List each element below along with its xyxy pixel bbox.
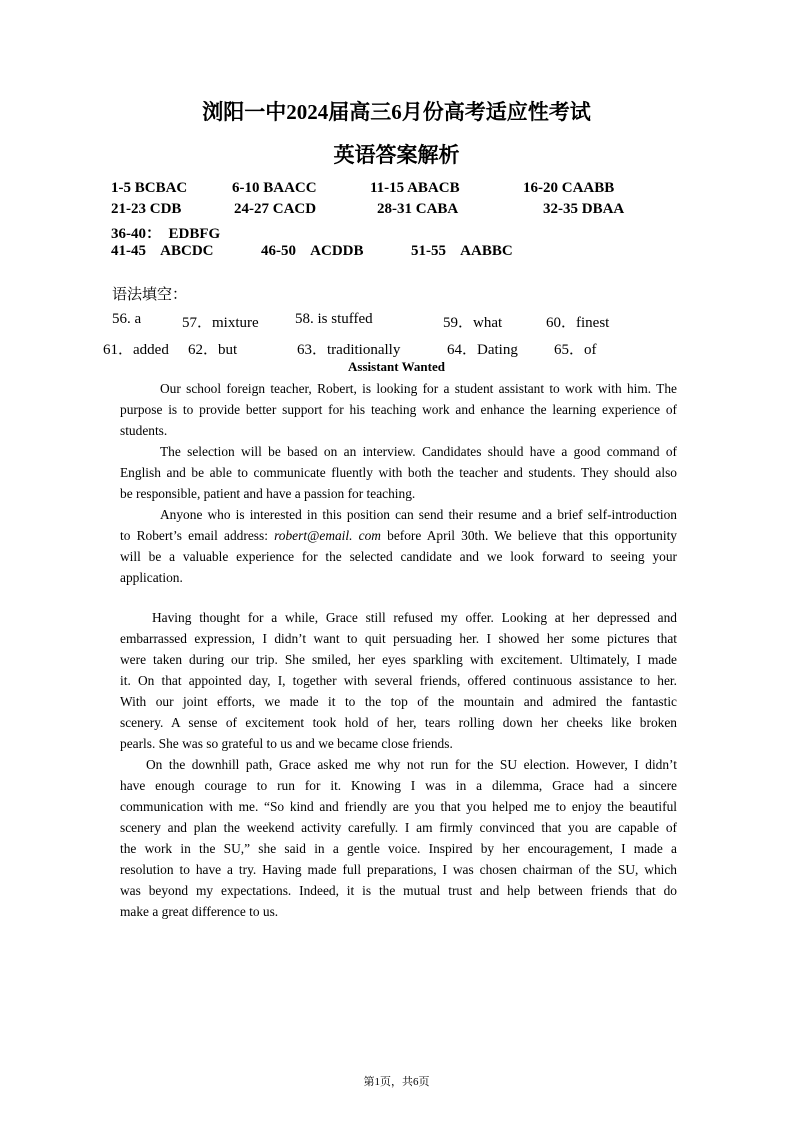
- grammar-58: 58. is stuffed: [295, 311, 373, 327]
- answer-41-45: 41-45 ABCDC: [111, 243, 214, 259]
- text-line: embarrassed expression, I didn’t want to quit persuading her. I showed her some pictures that: [120, 631, 677, 646]
- text-line: scenery and plan the weekend activity carefully. I am firmly convinced that you are capable of: [120, 820, 677, 835]
- answer-16-20: 16-20 CAABB: [523, 180, 615, 196]
- writing-title: Assistant Wanted: [348, 359, 445, 374]
- grammar-57: 57．mixture: [182, 315, 259, 331]
- text-line: communication with me. “So kind and friendly are you that you helped me to enjoy the beautiful: [120, 799, 677, 814]
- answer-1-5: 1-5 BCBAC: [111, 180, 188, 196]
- text-line: Anyone who is interested in this position can send their resume and a brief self-introduction: [160, 507, 677, 522]
- text-line: students.: [120, 423, 168, 438]
- grammar-62: 62．but: [188, 342, 238, 358]
- grammar-60: 60．finest: [546, 315, 610, 331]
- text-line: was beyond my expectations. Indeed, it is the mutual trust and help between friends that do: [120, 883, 677, 898]
- text-line: were taken during our trip. She smiled, her eyes sparkling with excitement. Ultimately, I made: [120, 652, 677, 667]
- text-line: The selection will be based on an interview. Candidates should have a good command of: [160, 444, 677, 459]
- passage-continuation: [120, 607, 677, 922]
- text-line: be responsible, patient and have a passion for teaching.: [120, 486, 416, 501]
- page-subtitle: 英语答案解析: [333, 143, 460, 167]
- text-line: it. On that appointed day, I, together with several friends, offered continuous assistance to her.: [120, 673, 677, 688]
- text-line: English and be able to communicate fluently with both the teacher and students. They should also: [120, 465, 677, 480]
- answer-6-10: 6-10 BAACC: [232, 180, 317, 196]
- grammar-65: 65．of: [554, 342, 597, 358]
- answer-11-15: 11-15 ABACB: [370, 180, 460, 196]
- text-line: purpose is to provide better support for his teaching work and enhance the learning experience of: [120, 402, 677, 417]
- text-line: resolution to have a try. Having made full preparations, I was chosen chairman of the SU, which: [120, 862, 677, 877]
- answer-46-50: 46-50 ACDDB: [261, 243, 364, 259]
- text-line: Our school foreign teacher, Robert, is looking for a student assistant to work with him. The: [160, 381, 677, 396]
- answer-51-55: 51-55 AABBC: [411, 243, 513, 259]
- text-line: application.: [120, 570, 183, 585]
- answer-32-35: 32-35 DBAA: [543, 201, 625, 217]
- text-line: make a great difference to us.: [120, 904, 279, 919]
- answer-36-40: 36-40： EDBFG: [111, 226, 221, 242]
- text-line: have enough courage to run for it. Knowing I was in a dilemma, Grace had a sincere: [120, 778, 677, 793]
- text-line: scenery. A sense of excitement took hold of her, tears rolling down her cheeks like broken: [120, 715, 677, 730]
- text-line: will be a valuable experience for the selected candidate and we look forward to seeing your: [120, 549, 677, 564]
- grammar-59: 59．what: [443, 315, 503, 331]
- grammar-64: 64．Dating: [447, 342, 518, 358]
- grammar-56: 56. a: [112, 311, 142, 327]
- answer-28-31: 28-31 CABA: [377, 201, 459, 217]
- email-address: robert@email. com: [274, 528, 381, 543]
- grammar-63: 63．traditionally: [297, 342, 401, 358]
- text-line: the work in the SU,” she said in a gentle voice. Inspired by her encouragement, I made a: [120, 841, 677, 856]
- page-footer: 第1页，共6页: [363, 1076, 430, 1088]
- text-line: Having thought for a while, Grace still refused my offer. Looking at her depressed and: [152, 610, 677, 625]
- answer-24-27: 24-27 CACD: [234, 201, 317, 217]
- text-line: pearls. She was so grateful to us and we became close friends.: [120, 736, 453, 751]
- text-line: On the downhill path, Grace asked me why not run for the SU election. However, I didn’t: [146, 757, 677, 772]
- grammar-heading: 语法填空：: [112, 287, 188, 303]
- text-line: With our joint efforts, we made it to the top of the mountain and admired the fantastic: [120, 694, 677, 709]
- answer-21-23: 21-23 CDB: [111, 201, 182, 217]
- passage-assistant-wanted: [120, 378, 677, 588]
- grammar-61: 61．added: [103, 342, 169, 358]
- page-title: 浏阳一中2024届高三6月份高考适应性考试: [202, 100, 591, 124]
- text-line: to Robert’s email address: robert@email. com before April 30th. We believe that this opportunity: [120, 528, 677, 543]
